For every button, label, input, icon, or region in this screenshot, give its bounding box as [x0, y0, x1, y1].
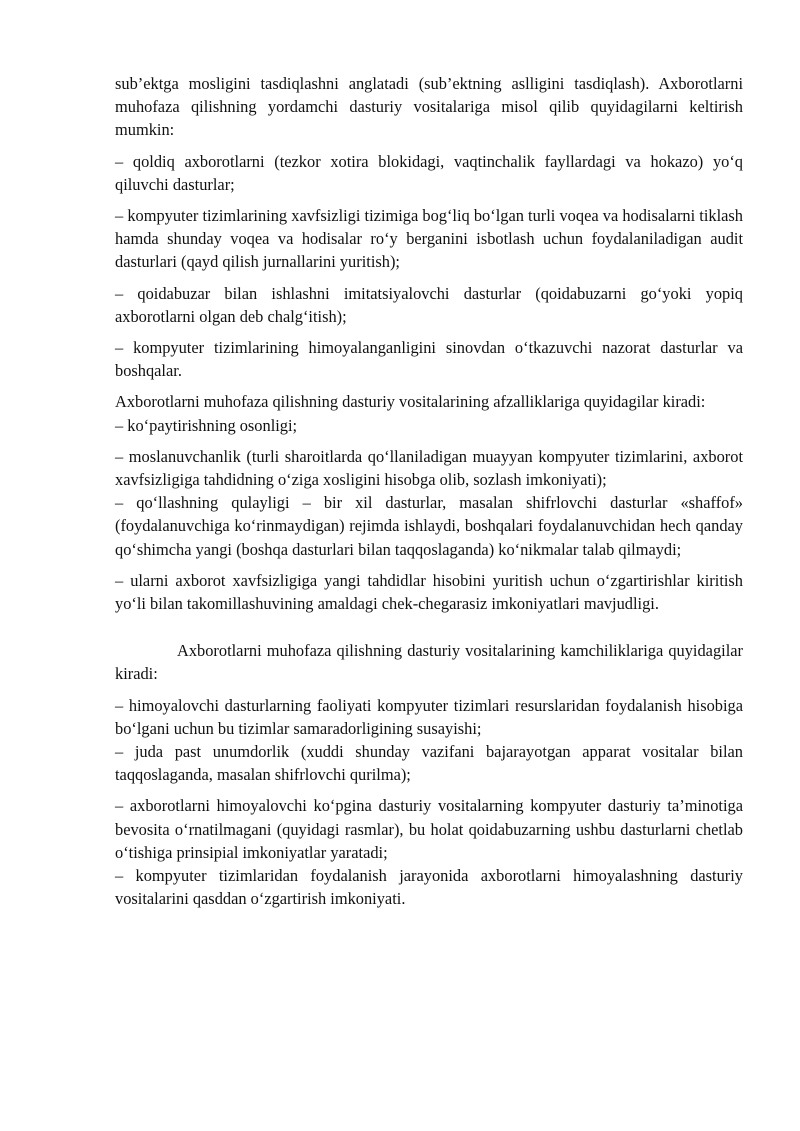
text-line: – qoldiq axborotlarni (tezkor xotira blokidagi, vaqtinchalik fayllardagi va hokazo) yo‘q qiluvchi dasturlar;	[115, 151, 743, 194]
text-line: – juda past unumdorlik (xuddi shunday vazifani bajarayotgan apparat vositalar bilan taqqoslaganda, masalan shifrlovchi qurilma);	[115, 742, 743, 785]
text-line: Axborotlarni muhofaza qilishning dasturiy vositalarining kamchiliklariga quyidagilar kiradi:	[115, 641, 743, 684]
document-page	[115, 72, 743, 919]
text-line: sub’ektga mosligini tasdiqlashni anglatadi (sub’ektning aslligini tasdiqlash). Axborotlarni muhofaza qilishning yordamchi dasturiy vositalariga misol qilib quyidagilarni keltirish mumkin:	[115, 74, 743, 140]
list-item-audit-programs	[115, 204, 743, 274]
paragraph-improvement	[115, 569, 743, 615]
text-line: – kompyuter tizimlarining xavfsizligi tizimiga bog‘liq bo‘lgan turli voqea va hodisalarni tiklash hamda shunday voqea va hodisalar ro‘y berganini isbotlash uchun foydalaniladigan audit dasturlari (qayd qilish jurnallarini yuritish);	[115, 206, 743, 272]
list-item-residual-data	[115, 150, 743, 196]
text-line: – ko‘paytirishning osonligi;	[115, 415, 298, 435]
text-line: – kompyuter tizimlaridan foydalanish jarayonida axborotlarni himoyalashning dasturiy vositalarini qasddan o‘zgartirish imkoniyati.	[115, 866, 743, 909]
paragraph-advantages	[115, 390, 743, 436]
paragraph-performance	[115, 694, 743, 787]
text-line: – himoyalovchi dasturlarning faoliyati kompyuter tizimlari resurslaridan foydalanish hisobiga bo‘lgani uchun bu tizimlar samaradorligining susayishi;	[115, 695, 743, 738]
text-line: – axborotlarni himoyalovchi ko‘pgina dasturiy vositalarning kompyuter dasturiy ta’minotiga bevosita o‘rnatilmagani (quyidagi rasmlar), bu holat qoidabuzarning ushbu dasturlarni chetlab o‘tishiga prinsipial imkoniyatlar yaratadi;	[115, 796, 743, 862]
text-line: – kompyuter tizimlarining himoyalanganligini sinovdan o‘tkazuvchi nazorat dasturlar va boshqalar.	[115, 338, 743, 381]
text-line: – qo‘llashning qulayligi – bir xil dasturlar, masalan shifrlovchi dasturlar «shaffof» (foydalanuvchiga ko‘rinmaydigan) rejimda ishlaydi, boshqalari foydalanuvchidan hech qanday qo‘shimcha yangi (boshqa dasturlari bilan taqqoslaganda) ko‘nikmalar talab qilmaydi;	[115, 493, 743, 559]
list-item-control-programs	[115, 336, 743, 382]
paragraph-integration	[115, 794, 743, 910]
text-line: – qoidabuzar bilan ishlashni imitatsiyalovchi dasturlar (qoidabuzarni go‘yoki yopiq axborotlarni olgan deb chalg‘itish);	[115, 283, 743, 326]
text-line: Axborotlarni muhofaza qilishning dasturiy vositalarining afzalliklariga quyidagilar kiradi:	[115, 392, 706, 412]
paragraph-disadvantages	[115, 639, 743, 685]
list-item-imitation-programs	[115, 282, 743, 328]
text-line: – ularni axborot xavfsizligiga yangi tahdidlar hisobini yuritish uchun o‘zgartirishlar kiritish yo‘li bilan takomillashuvining amaldagi chek-chegarasiz imkoniyatlari mavjudligi.	[115, 570, 743, 614]
paragraph-intro	[115, 72, 743, 142]
paragraph-flexibility	[115, 445, 743, 561]
text-line: – moslanuvchanlik (turli sharoitlarda qo‘llaniladigan muayyan kompyuter tizimlarini, axborot xavfsizligiga tahdidning o‘ziga xosligini hisobga olib, sozlash imkoniyati);	[115, 446, 743, 490]
